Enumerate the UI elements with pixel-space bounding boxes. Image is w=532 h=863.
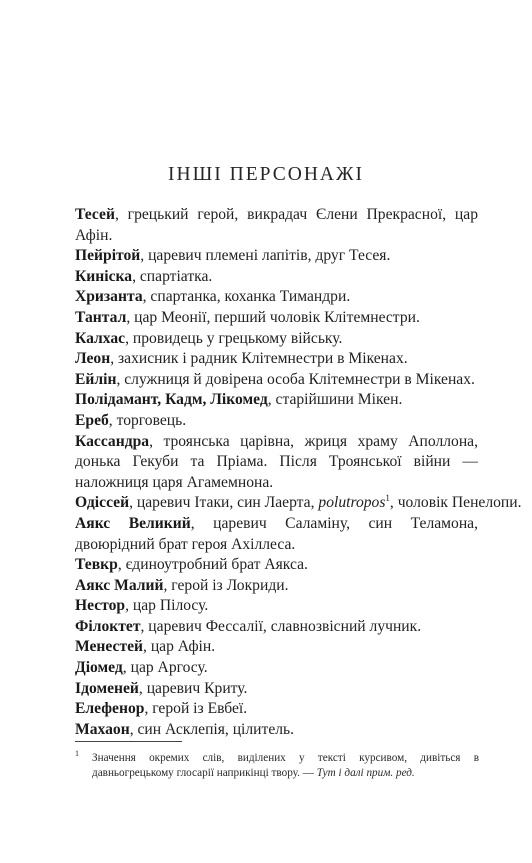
- character-name: Леон: [75, 350, 111, 368]
- list-item: [75, 390, 478, 411]
- character-description: , царевич племені лапітів, друг Тесея.: [140, 247, 391, 265]
- character-name: Аякс Великий: [75, 514, 191, 532]
- character-description: , герой із Евбеї.: [144, 700, 248, 718]
- list-item: [75, 596, 478, 617]
- character-description: , єдиноутробний брат Аякса.: [117, 556, 308, 574]
- list-item: [75, 329, 478, 350]
- list-item: [75, 370, 478, 391]
- italic-term: polutropos: [318, 494, 386, 512]
- character-description: , грецький герой, викрадач Єлени Прекрасної, цар Афін.: [75, 206, 478, 244]
- character-name: Тевкр: [75, 556, 118, 574]
- list-item: [75, 432, 478, 494]
- character-description: , торговець.: [108, 411, 187, 429]
- character-name: Аякс Малий: [75, 576, 164, 594]
- character-name: Кассандра: [75, 432, 150, 450]
- footnote-marker: 1: [75, 749, 79, 758]
- character-description: , цар Пілосу.: [125, 597, 209, 615]
- list-item: [75, 658, 478, 679]
- list-item: [75, 493, 522, 514]
- character-description: , царевич Криту.: [138, 679, 248, 697]
- page-title: ІНШІ ПЕРСОНАЖІ: [168, 164, 364, 185]
- character-name: Хризанта: [75, 288, 143, 306]
- list-item: [75, 267, 478, 288]
- character-description: , герой із Локриди.: [163, 576, 289, 594]
- list-item: [75, 308, 478, 329]
- character-name: Калхас: [75, 329, 126, 347]
- list-item: [75, 514, 478, 555]
- list-item: [75, 720, 478, 741]
- character-name: Ейлін: [75, 370, 117, 388]
- character-description: , троянська царівна, жриця храму Аполлона, донька Гекуби та Пріама. Після Троянської війни — наложниця царя Агамемнона.: [75, 432, 478, 491]
- character-description: , провидець у грецькому війську.: [125, 329, 343, 347]
- character-description: , царевич Ітаки, син Лаерта,: [129, 494, 319, 512]
- character-name: Полідамант, Кадм, Лікомед: [75, 391, 268, 409]
- character-name: Філоктет: [75, 617, 141, 635]
- list-item: [75, 699, 478, 720]
- character-description: , служниця й довірена особа Клітемнестри в Мікенах.: [116, 370, 475, 388]
- character-description: , цар Меонії, перший чоловік Клітемнестри.: [126, 308, 420, 326]
- character-name: Менестей: [75, 638, 144, 656]
- character-name: Елефенор: [75, 700, 145, 718]
- character-name: Діомед: [75, 659, 123, 677]
- character-name: Тесей: [75, 206, 115, 223]
- character-name: Пейрітой: [75, 247, 141, 265]
- character-name: Тантал: [75, 308, 127, 326]
- footnote-body: Значення окремих слів, виділених у тексті курсивом, дивіться в давньогрецькому глосарії наприкінці твору. —: [92, 752, 479, 779]
- list-item: [75, 555, 478, 576]
- list-item: [75, 617, 478, 638]
- list-item: [75, 349, 478, 370]
- list-item: [75, 637, 478, 658]
- character-description: , син Асклепія, цілитель.: [129, 720, 295, 738]
- character-description: , цар Аргосу.: [122, 659, 208, 677]
- footnote-text: [75, 751, 479, 781]
- character-name: Ідоменей: [75, 679, 139, 697]
- list-item: [75, 205, 478, 246]
- character-name: Махаон: [75, 720, 130, 738]
- footnote-reference[interactable]: 1: [385, 493, 390, 504]
- list-item: [75, 411, 478, 432]
- character-name: Киніска: [75, 267, 133, 285]
- character-description: , царевич Фессалії, славнозвісний лучник.: [140, 617, 422, 635]
- character-description: , чоловік Пенелопи.: [389, 494, 522, 512]
- character-description: , спартанка, коханка Тимандри.: [142, 288, 351, 306]
- list-item: [75, 246, 478, 267]
- character-name: Ереб: [75, 411, 109, 429]
- character-description: , спартіатка.: [132, 267, 213, 285]
- character-list: [75, 205, 522, 740]
- character-name: Одіссей: [75, 494, 130, 512]
- list-item: [75, 576, 478, 597]
- list-item: [75, 287, 478, 308]
- footnote-italic: Тут і далі прим. ред.: [316, 766, 415, 779]
- list-item: [75, 679, 478, 700]
- character-description: , царевич Саламіну, син Теламона, двоюрідний брат героя Ахіллеса.: [75, 514, 478, 553]
- character-name: Нестор: [75, 597, 126, 615]
- character-description: , старійшини Мікен.: [267, 391, 403, 409]
- character-description: , захисник і радник Клітемнестри в Мікенах.: [110, 350, 408, 368]
- footnote: [75, 751, 479, 781]
- footnote-divider: [75, 741, 182, 742]
- character-description: , цар Афін.: [143, 638, 216, 656]
